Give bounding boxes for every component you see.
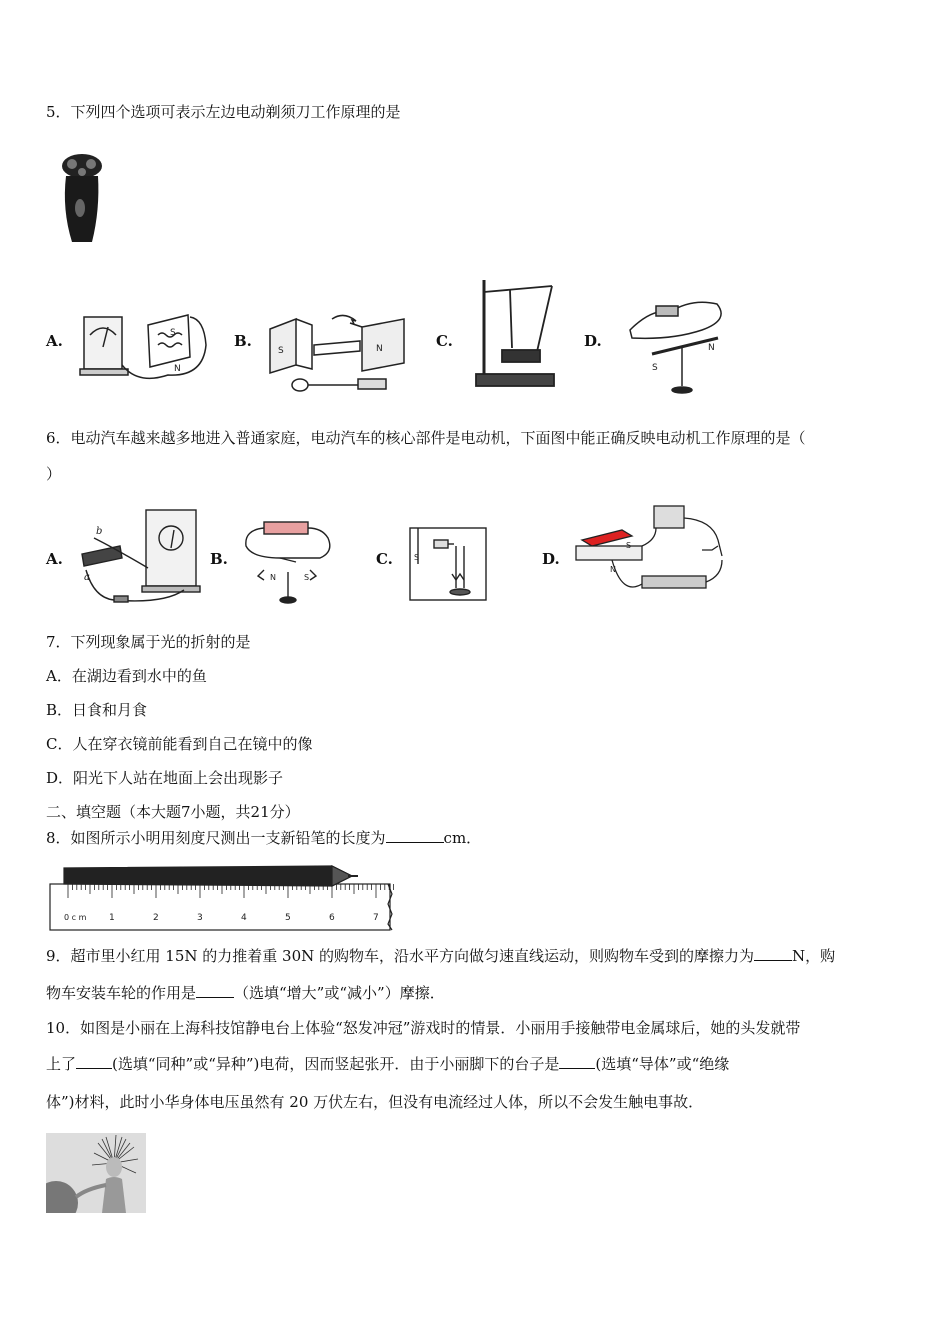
q10-blank-material[interactable]	[559, 1054, 595, 1069]
q6-figure-c-electromagnet-pins	[406, 524, 490, 604]
q6b-n-label: N	[270, 573, 276, 582]
q9-line1-b: N，购	[792, 947, 836, 965]
q7-option-a[interactable]: A．在湖边看到水中的鱼	[46, 667, 207, 685]
q5-option-b[interactable]: B.	[234, 332, 252, 350]
ruler-label-2: 2	[153, 913, 159, 923]
q6d-n-label: N	[610, 565, 616, 574]
section2-title: 二、填空题（本大题7小题，共21分）	[46, 803, 300, 821]
ruler-unit-label: 0 c m	[64, 913, 87, 922]
q6-figure-b-coil-compass	[240, 518, 336, 606]
ruler-label-6: 6	[329, 913, 335, 923]
q8-answer-blank[interactable]	[386, 828, 444, 843]
q6-option-d[interactable]: D.	[542, 550, 560, 568]
q7-option-c[interactable]: C．人在穿衣镜前能看到自己在镜中的像	[46, 735, 313, 753]
q6a-a-label: a	[84, 572, 90, 583]
q9-line2	[46, 983, 445, 1003]
q9-line2-a: 物车安装车轮的作用是	[46, 984, 197, 1002]
q6-stem-line2: ）	[46, 465, 62, 483]
q9-line2-b: （选填“增大”或“减小”）摩擦．	[234, 984, 445, 1002]
q10-line3: 体”)材料，此时小华身体电压虽然有 20 万伏左右，但没有电流经过人体，所以不会发生触电事故．	[46, 1093, 704, 1111]
q6d-s-label: S	[626, 541, 632, 550]
q8-stem	[46, 828, 481, 848]
q8-ruler-pencil-figure	[48, 864, 394, 934]
q7-option-b[interactable]: B．日食和月食	[46, 701, 148, 719]
ruler-label-7: 7	[373, 913, 379, 923]
q10-line2	[46, 1054, 729, 1074]
q5-option-a[interactable]: A.	[46, 332, 63, 350]
q6-option-b[interactable]: B.	[210, 550, 228, 568]
q8-stem-pre: 8．如图所示小明用刻度尺测出一支新铅笔的长度为	[46, 829, 386, 847]
q9-line1	[46, 946, 835, 966]
q5-figure-d-compass	[622, 290, 732, 398]
q5b-s-label: S	[278, 346, 284, 356]
shaver-image	[58, 150, 106, 246]
q8-stem-post: cm．	[443, 829, 482, 847]
ruler-label-5: 5	[285, 913, 291, 923]
q5d-n-label: N	[708, 343, 715, 353]
q6-stem-line1: 6．电动汽车越来越多地进入普通家庭，电动汽车的核心部件是电动机，下面图中能正确反映电动机工作原理的是（	[46, 429, 806, 447]
q6-figure-d-motor-circuit	[572, 500, 732, 604]
q6c-s-label: S	[414, 553, 420, 562]
q9-line1-a: 9．超市里小红用 15N 的力推着重 30N 的购物车，沿水平方向做匀速直线运动，则购物车受到的摩擦力为	[46, 947, 755, 965]
q5-option-c[interactable]: C.	[436, 332, 453, 350]
q5b-n-label: N	[376, 344, 383, 354]
q7-stem: 7．下列现象属于光的折射的是	[46, 633, 251, 651]
q5-figure-a-electromagnet	[78, 305, 213, 387]
q6-option-c[interactable]: C.	[376, 550, 393, 568]
ruler-label-3: 3	[197, 913, 203, 923]
q5-figure-c-stand	[470, 278, 560, 396]
q10-line2-c: (选填“导体”或“绝缘	[595, 1055, 730, 1073]
q10-line2-b: (选填“同种”或“异种”)电荷，因而竖起张开．由于小丽脚下的台子是	[112, 1055, 560, 1073]
q10-line2-a: 上了	[46, 1055, 77, 1073]
q9-blank-friction[interactable]	[754, 946, 792, 961]
q7-option-d[interactable]: D．阳光下人站在地面上会出现影子	[46, 769, 284, 787]
q9-blank-wheels[interactable]	[196, 983, 234, 998]
q10-blank-charge[interactable]	[76, 1054, 112, 1069]
q10-static-hair-photo	[46, 1133, 146, 1213]
q5a-n-label: N	[174, 364, 181, 374]
ruler-label-1: 1	[109, 913, 115, 923]
q6a-b-label: b	[96, 526, 103, 537]
q5d-s-label: S	[652, 363, 658, 373]
q5a-s-label: S	[170, 328, 176, 338]
q6-figure-a-galvanometer	[74, 508, 206, 606]
q10-line1: 10．如图是小丽在上海科技馆静电台上体验“怒发冲冠”游戏时的情景．小丽用手接触带电金属球后，她的头发就带	[46, 1019, 801, 1037]
ruler-label-4: 4	[241, 913, 247, 923]
q5-option-d[interactable]: D.	[584, 332, 602, 350]
q5-stem: 5．下列四个选项可表示左边电动剃须刀工作原理的是	[46, 103, 401, 121]
q6b-s-label: S	[304, 573, 310, 582]
q5-figure-b-magnet-coil	[264, 305, 414, 400]
q6-option-a[interactable]: A.	[46, 550, 63, 568]
